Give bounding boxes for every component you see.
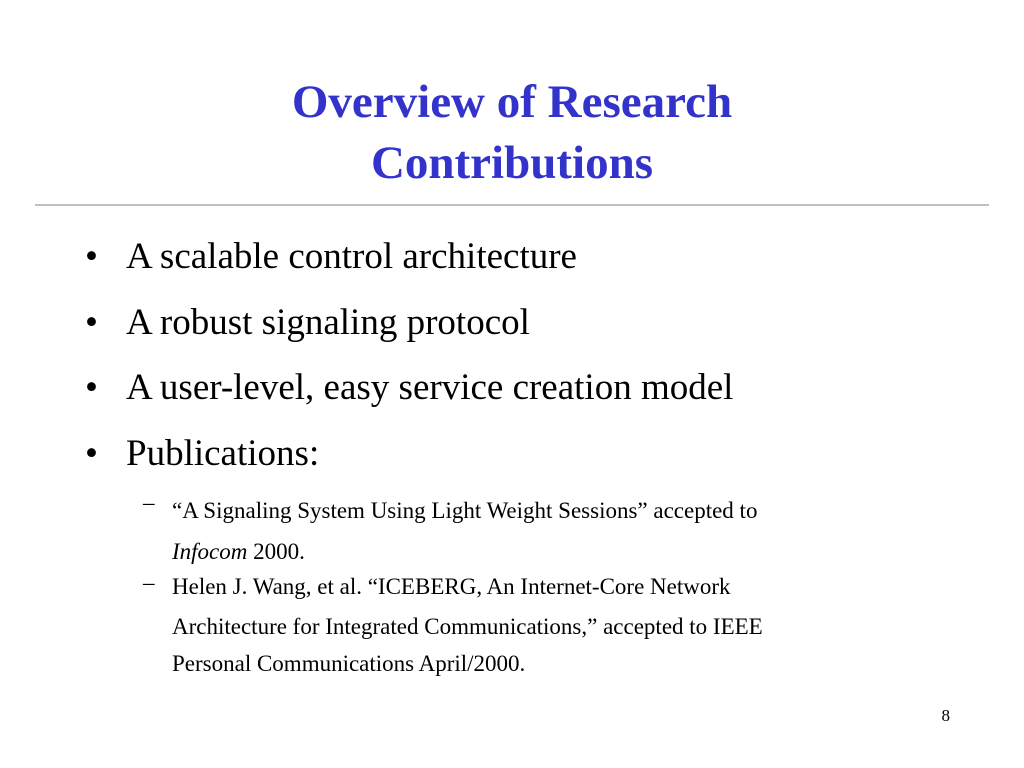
slide-title <box>0 72 1024 194</box>
publication-venue: Infocom <box>172 539 248 564</box>
slide-title-line-2: Contributions <box>370 137 654 189</box>
bullet-text: A robust signaling protocol <box>126 302 530 343</box>
publication-line: Architecture for Integrated Communications,” accepted to IEEE <box>172 614 763 639</box>
bullet-marker: • <box>85 302 98 343</box>
publication-line: Helen J. Wang, et al. “ICEBERG, An Internet-Core Network <box>172 574 731 599</box>
publication-text <box>172 570 922 679</box>
bullet-marker: • <box>85 236 98 277</box>
publication-line: “A Signaling System Using Light Weight Sessions” accepted to <box>172 498 758 523</box>
bullet-marker: • <box>85 433 98 474</box>
slide-title-line-1: Overview of Research <box>291 76 733 128</box>
sub-bullet-marker: – <box>143 570 155 595</box>
bullet-marker: • <box>85 367 98 408</box>
title-divider <box>35 204 989 206</box>
bullet-text: A scalable control architecture <box>126 236 577 277</box>
publication-line <box>172 531 922 572</box>
publication-text <box>172 490 922 572</box>
bullet-text: Publications: <box>126 433 320 474</box>
bullet-text: A user-level, easy service creation model <box>126 367 734 408</box>
page-number: 8 <box>941 706 950 725</box>
publication-venue-year: 2000. <box>247 539 305 564</box>
publication-line: Personal Communications April/2000. <box>172 651 526 676</box>
sub-bullet-marker: – <box>143 490 155 515</box>
